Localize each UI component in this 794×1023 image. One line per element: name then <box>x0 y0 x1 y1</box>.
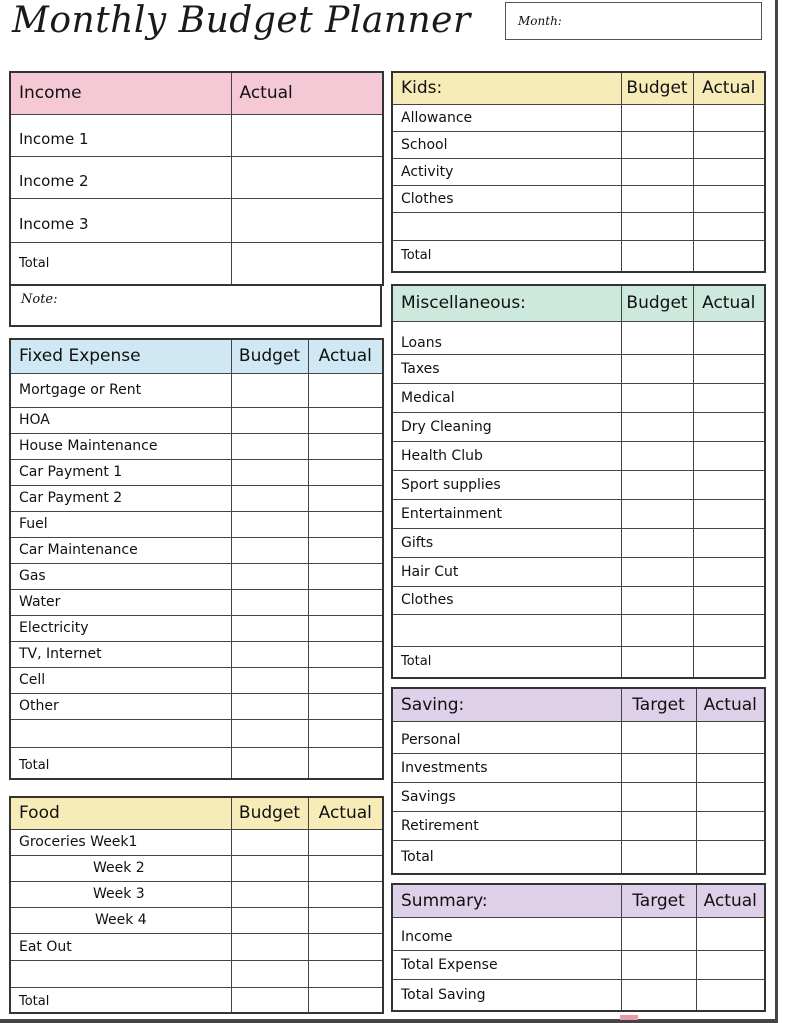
actual-total-cell[interactable] <box>693 646 765 678</box>
budget-cell[interactable] <box>621 185 693 212</box>
saving-row-label: Investments <box>392 753 621 782</box>
page-title: Monthly Budget Planner <box>12 0 471 41</box>
misc-row-label: Taxes <box>392 354 621 383</box>
actual-cell[interactable] <box>308 641 383 667</box>
target-cell[interactable] <box>621 917 696 950</box>
actual-cell[interactable] <box>693 354 765 383</box>
budget-cell[interactable] <box>231 537 308 563</box>
kids-blank-row[interactable] <box>392 212 621 240</box>
misc-row-label: Loans <box>392 321 621 354</box>
actual-cell[interactable] <box>693 412 765 441</box>
actual-cell[interactable] <box>696 721 765 753</box>
food-row-label: Week 4 <box>10 907 231 933</box>
misc-row-label: Medical <box>392 383 621 412</box>
fixed-row-label: Car Maintenance <box>10 537 231 563</box>
budget-cell[interactable] <box>621 528 693 557</box>
budget-cell[interactable] <box>231 459 308 485</box>
budget-cell[interactable] <box>621 499 693 528</box>
actual-cell[interactable] <box>696 753 765 782</box>
misc-header-actual: Actual <box>693 285 765 321</box>
food-header-label: Food <box>10 797 231 829</box>
saving-row-label: Personal <box>392 721 621 753</box>
actual-cell[interactable] <box>693 321 765 354</box>
actual-cell[interactable] <box>693 185 765 212</box>
income-row-label: Income 1 <box>10 114 231 156</box>
actual-cell[interactable] <box>308 907 383 933</box>
actual-cell[interactable] <box>308 537 383 563</box>
actual-cell[interactable] <box>308 615 383 641</box>
fixed-row-label: HOA <box>10 407 231 433</box>
saving-row-label: Total <box>392 840 621 874</box>
actual-cell[interactable] <box>696 840 765 874</box>
budget-cell[interactable] <box>621 441 693 470</box>
fixed-header-label: Fixed Expense <box>10 339 231 373</box>
misc-row-label: Health Club <box>392 441 621 470</box>
income-table <box>9 71 384 286</box>
budget-cell[interactable] <box>231 719 308 747</box>
target-cell[interactable] <box>621 950 696 979</box>
budget-cell[interactable] <box>231 881 308 907</box>
budget-cell[interactable] <box>231 933 308 960</box>
saving-row-label: Retirement <box>392 811 621 840</box>
target-cell[interactable] <box>621 840 696 874</box>
budget-cell[interactable] <box>621 470 693 499</box>
kids-row-label: School <box>392 131 621 158</box>
fixed-total-label: Total <box>10 747 231 779</box>
note-box[interactable] <box>9 284 382 327</box>
saving-header-target: Target <box>621 688 696 721</box>
actual-cell[interactable] <box>308 855 383 881</box>
budget-cell[interactable] <box>231 960 308 987</box>
budget-cell[interactable] <box>231 485 308 511</box>
actual-cell[interactable] <box>693 441 765 470</box>
actual-cell[interactable] <box>696 917 765 950</box>
actual-cell[interactable] <box>308 693 383 719</box>
fixed-row-label: Gas <box>10 563 231 589</box>
misc-header-label: Miscellaneous: <box>392 285 621 321</box>
misc-blank-row[interactable] <box>392 614 621 646</box>
summary-row-label: Total Saving <box>392 979 621 1011</box>
actual-total-cell[interactable] <box>693 240 765 272</box>
food-row-label: Groceries Week1 <box>10 829 231 855</box>
actual-cell[interactable] <box>308 407 383 433</box>
budget-cell[interactable] <box>621 586 693 614</box>
kids-header-label: Kids: <box>392 72 621 104</box>
saving-table <box>391 687 766 875</box>
fixed-expense-table <box>9 338 384 780</box>
actual-cell[interactable] <box>693 557 765 586</box>
fixed-row-label: Car Payment 1 <box>10 459 231 485</box>
target-cell[interactable] <box>621 721 696 753</box>
fixed-row-label: Fuel <box>10 511 231 537</box>
food-row-label: Eat Out <box>10 933 231 960</box>
summary-row-label: Total Expense <box>392 950 621 979</box>
budget-cell[interactable] <box>621 614 693 646</box>
budget-cell[interactable] <box>231 907 308 933</box>
income-actual-cell[interactable] <box>231 198 383 242</box>
summary-table <box>391 883 766 1012</box>
budget-cell[interactable] <box>621 383 693 412</box>
budget-cell[interactable] <box>621 158 693 185</box>
actual-cell[interactable] <box>308 960 383 987</box>
actual-cell[interactable] <box>308 667 383 693</box>
kids-row-label: Allowance <box>392 104 621 131</box>
budget-cell[interactable] <box>621 354 693 383</box>
budget-cell[interactable] <box>231 407 308 433</box>
actual-cell[interactable] <box>308 881 383 907</box>
food-blank-row[interactable] <box>10 960 231 987</box>
saving-header-label: Saving: <box>392 688 621 721</box>
income-header-actual: Actual <box>231 72 383 114</box>
budget-cell[interactable] <box>621 412 693 441</box>
fixed-row-label: Car Payment 2 <box>10 485 231 511</box>
actual-cell[interactable] <box>308 589 383 615</box>
budget-cell[interactable] <box>231 693 308 719</box>
income-total-label: Total <box>10 242 231 285</box>
summary-header-target: Target <box>621 884 696 917</box>
fixed-row-label: Other <box>10 693 231 719</box>
budget-cell[interactable] <box>231 589 308 615</box>
food-total-label: Total <box>10 987 231 1013</box>
actual-cell[interactable] <box>693 158 765 185</box>
misc-table <box>391 284 766 679</box>
actual-cell[interactable] <box>693 499 765 528</box>
note-label: Note: <box>21 292 58 307</box>
budget-cell[interactable] <box>231 563 308 589</box>
budget-cell[interactable] <box>621 131 693 158</box>
budget-cell[interactable] <box>231 433 308 459</box>
fixed-blank-row[interactable] <box>10 719 231 747</box>
income-row-label: Income 2 <box>10 156 231 198</box>
target-cell[interactable] <box>621 979 696 1011</box>
fixed-header-actual: Actual <box>308 339 383 373</box>
income-actual-cell[interactable] <box>231 114 383 156</box>
fixed-row-label: TV, Internet <box>10 641 231 667</box>
income-actual-cell[interactable] <box>231 156 383 198</box>
actual-cell[interactable] <box>308 563 383 589</box>
misc-row-label: Sport supplies <box>392 470 621 499</box>
food-header-budget: Budget <box>231 797 308 829</box>
actual-cell[interactable] <box>308 933 383 960</box>
actual-total-cell[interactable] <box>308 987 383 1013</box>
fixed-row-label: Cell <box>10 667 231 693</box>
misc-total-label: Total <box>392 646 621 678</box>
budget-cell[interactable] <box>231 511 308 537</box>
budget-total-cell[interactable] <box>231 747 308 779</box>
kids-table <box>391 71 766 273</box>
target-cell[interactable] <box>621 753 696 782</box>
income-row-label: Income 3 <box>10 198 231 242</box>
misc-row-label: Hair Cut <box>392 557 621 586</box>
kids-total-label: Total <box>392 240 621 272</box>
page-corner-mark <box>620 1015 638 1020</box>
actual-cell[interactable] <box>693 586 765 614</box>
actual-cell[interactable] <box>693 614 765 646</box>
kids-row-label: Clothes <box>392 185 621 212</box>
food-row-label: Week 2 <box>10 855 231 881</box>
fixed-row-label: Water <box>10 589 231 615</box>
budget-cell[interactable] <box>621 557 693 586</box>
fixed-header-budget: Budget <box>231 339 308 373</box>
actual-cell[interactable] <box>308 719 383 747</box>
misc-row-label: Gifts <box>392 528 621 557</box>
food-table <box>9 796 384 1014</box>
misc-header-budget: Budget <box>621 285 693 321</box>
actual-cell[interactable] <box>693 212 765 240</box>
actual-cell[interactable] <box>693 104 765 131</box>
actual-cell[interactable] <box>696 979 765 1011</box>
kids-header-budget: Budget <box>621 72 693 104</box>
budget-total-cell[interactable] <box>621 240 693 272</box>
fixed-row-label: Electricity <box>10 615 231 641</box>
page-bottom-border <box>0 1019 778 1023</box>
budget-cell[interactable] <box>231 615 308 641</box>
summary-row-label: Income <box>392 917 621 950</box>
fixed-row-label: Mortgage or Rent <box>10 373 231 407</box>
actual-cell[interactable] <box>696 782 765 811</box>
budget-cell[interactable] <box>621 212 693 240</box>
summary-header-actual: Actual <box>696 884 765 917</box>
misc-row-label: Clothes <box>392 586 621 614</box>
budget-cell[interactable] <box>231 641 308 667</box>
summary-header-label: Summary: <box>392 884 621 917</box>
budget-cell[interactable] <box>231 829 308 855</box>
page-right-border <box>775 0 778 1023</box>
budget-cell[interactable] <box>231 373 308 407</box>
misc-row-label: Dry Cleaning <box>392 412 621 441</box>
actual-cell[interactable] <box>308 433 383 459</box>
kids-header-actual: Actual <box>693 72 765 104</box>
actual-cell[interactable] <box>308 485 383 511</box>
target-cell[interactable] <box>621 782 696 811</box>
budget-cell[interactable] <box>621 104 693 131</box>
actual-cell[interactable] <box>693 528 765 557</box>
actual-cell[interactable] <box>693 131 765 158</box>
budget-cell[interactable] <box>621 321 693 354</box>
saving-row-label: Savings <box>392 782 621 811</box>
actual-total-cell[interactable] <box>308 747 383 779</box>
target-cell[interactable] <box>621 811 696 840</box>
food-header-actual: Actual <box>308 797 383 829</box>
actual-cell[interactable] <box>696 950 765 979</box>
actual-cell[interactable] <box>308 511 383 537</box>
income-header-label: Income <box>10 72 231 114</box>
month-field[interactable] <box>505 2 762 40</box>
kids-row-label: Activity <box>392 158 621 185</box>
actual-cell[interactable] <box>693 383 765 412</box>
actual-cell[interactable] <box>693 470 765 499</box>
budget-cell[interactable] <box>231 855 308 881</box>
actual-cell[interactable] <box>308 373 383 407</box>
food-row-label: Week 3 <box>10 881 231 907</box>
misc-row-label: Entertainment <box>392 499 621 528</box>
actual-cell[interactable] <box>308 459 383 485</box>
saving-header-actual: Actual <box>696 688 765 721</box>
budget-total-cell[interactable] <box>621 646 693 678</box>
fixed-row-label: House Maintenance <box>10 433 231 459</box>
actual-cell[interactable] <box>696 811 765 840</box>
actual-cell[interactable] <box>308 829 383 855</box>
budget-cell[interactable] <box>231 667 308 693</box>
month-label: Month: <box>518 14 562 28</box>
budget-total-cell[interactable] <box>231 987 308 1013</box>
income-total-cell[interactable] <box>231 242 383 285</box>
